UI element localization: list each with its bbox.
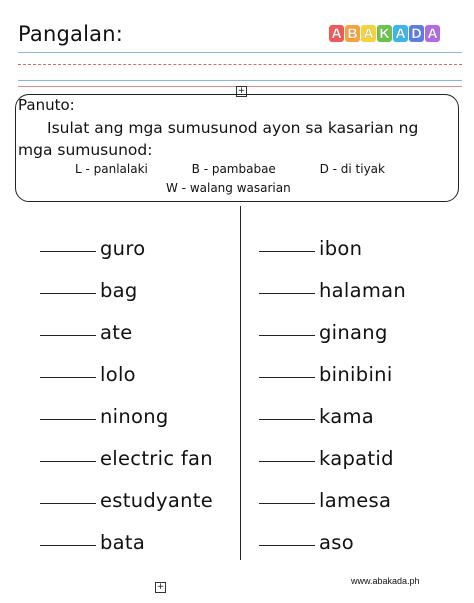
answer-item [259, 272, 406, 302]
footer-url: www.abakada.ph [351, 576, 420, 586]
column-divider [240, 206, 241, 560]
word-label: bag [100, 279, 138, 302]
answer-item [40, 482, 213, 512]
word-label: bata [100, 531, 146, 554]
answer-item [40, 272, 213, 302]
writing-line-bottom [18, 80, 462, 81]
word-label: kapatid [319, 447, 394, 470]
plus-icon: + [156, 582, 165, 592]
word-label: lolo [100, 363, 136, 386]
answer-item [259, 524, 406, 554]
abakada-logo [329, 25, 441, 42]
writing-line-top [18, 52, 462, 53]
word-label: ginang [319, 321, 388, 344]
word-label: aso [319, 531, 354, 554]
instructions-title: Panuto: [18, 96, 75, 114]
answer-blank[interactable] [40, 461, 96, 462]
logo-letter: K [377, 25, 392, 42]
logo-letter: A [329, 25, 344, 42]
answer-item [259, 398, 406, 428]
word-label: ninong [100, 405, 169, 428]
word-label: binibini [319, 363, 393, 386]
answer-item [259, 230, 406, 260]
answer-item [259, 482, 406, 512]
answer-item [40, 440, 213, 470]
logo-letter: A [425, 25, 440, 42]
answer-item [259, 440, 406, 470]
word-label: ate [100, 321, 133, 344]
answer-item [40, 356, 213, 386]
answer-blank[interactable] [259, 251, 315, 252]
legend-item: B - pambabae [191, 162, 276, 176]
answer-blank[interactable] [40, 503, 96, 504]
answer-item [40, 230, 213, 260]
answer-blank[interactable] [40, 335, 96, 336]
answer-blank[interactable] [259, 545, 315, 546]
legend-item: D - di tiyak [319, 162, 385, 176]
answer-item [259, 356, 406, 386]
legend-row [75, 162, 385, 176]
word-label: halaman [319, 279, 407, 302]
answer-blank[interactable] [259, 293, 315, 294]
answer-item [259, 314, 406, 344]
answer-blank[interactable] [259, 503, 315, 504]
logo-letter: B [345, 25, 360, 42]
left-word-list [40, 230, 213, 566]
word-label: guro [100, 237, 146, 260]
logo-letter: D [409, 25, 424, 42]
answer-blank[interactable] [259, 419, 315, 420]
word-label: kama [319, 405, 375, 428]
answer-blank[interactable] [40, 377, 96, 378]
answer-blank[interactable] [40, 293, 96, 294]
answer-blank[interactable] [259, 461, 315, 462]
answer-item [40, 398, 213, 428]
right-word-list [259, 230, 406, 566]
answer-blank[interactable] [40, 251, 96, 252]
logo-letter: A [393, 25, 408, 42]
word-label: electric fan [100, 447, 213, 470]
word-label: estudyante [100, 489, 214, 512]
answer-blank[interactable] [259, 377, 315, 378]
legend-item: L - panlalaki [75, 162, 148, 176]
answer-item [40, 524, 213, 554]
word-label: lamesa [319, 489, 392, 512]
writing-line-dashed [18, 64, 462, 65]
answer-blank[interactable] [259, 335, 315, 336]
logo-letter: A [361, 25, 376, 42]
name-label: Pangalan: [18, 22, 123, 46]
answer-blank[interactable] [40, 419, 96, 420]
plus-icon: + [237, 86, 246, 96]
answer-item [40, 314, 213, 344]
answer-blank[interactable] [40, 545, 96, 546]
instructions-line-1: Isulat ang mga sumusunod ayon sa kasarian ng [47, 119, 419, 137]
legend-item: W - walang wasarian [166, 181, 291, 195]
word-label: ibon [319, 237, 363, 260]
instructions-line-2: mga sumusunod: [18, 141, 153, 159]
